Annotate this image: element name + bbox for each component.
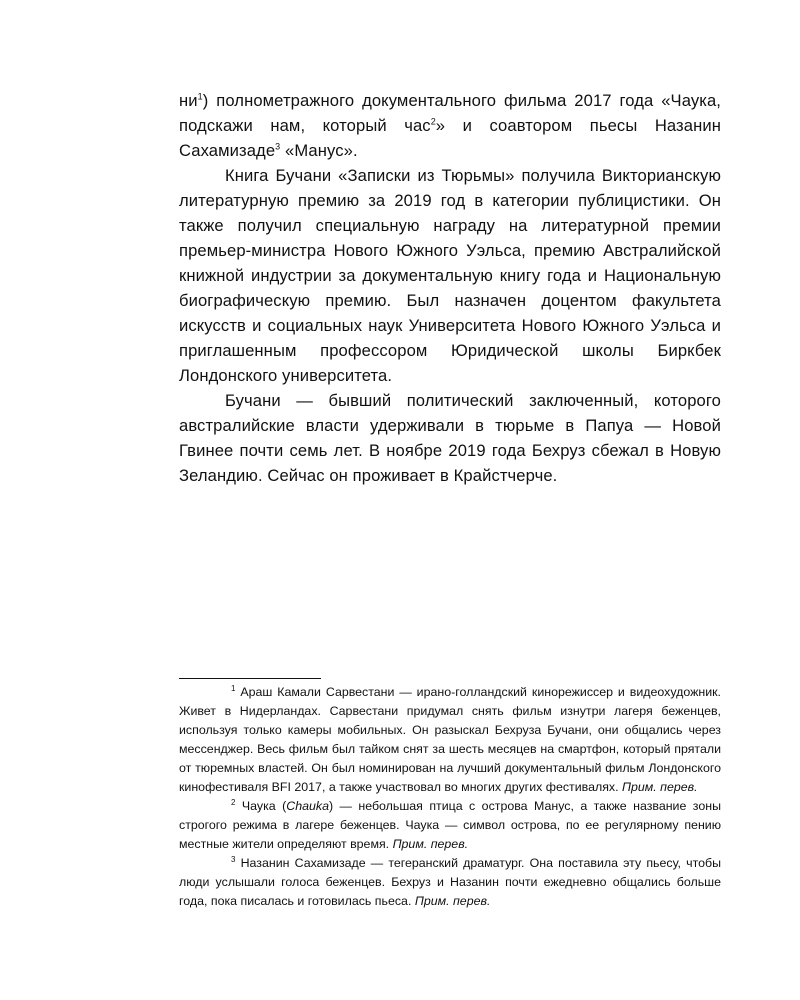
footnote <box>179 854 721 911</box>
text-run: » и соавтором пьесы Назанин Сахамизаде <box>179 116 721 160</box>
footnote-ref[interactable]: 1 <box>197 91 203 102</box>
footnote-mark: 1 <box>231 683 236 693</box>
translator-note: Прим. перев. <box>622 780 698 794</box>
text-run: ни <box>179 91 198 110</box>
footnote-divider <box>179 678 321 679</box>
translator-note: Прим. перев. <box>414 894 491 908</box>
translator-note: Прим. перев. <box>392 837 469 851</box>
footnotes <box>179 683 721 911</box>
footnote-italic: Chauka <box>286 799 329 813</box>
paragraph <box>179 88 721 163</box>
footnote-text: Араш Камали Сарвестани — ирано-голландский кинорежиссер и видеохудожник. Живет в Нидерландах. Сарвестани придумал снять фильм изнутри лагеря беженцев, используя только камеры мобильных. Он разыскал Бехруза Бучани, они общались через мессенджер. Весь фильм был тайком снят за шесть месяцев на смартфон, который прятали от тюремных властей. Он был номинирован на лучший документальный фильм Лондонского кинофестиваля BFI 2017, а также участвовал во многих других фестивалях. <box>179 685 721 794</box>
footnote-text: Чаука ( <box>235 799 287 813</box>
main-text <box>179 88 721 488</box>
footnote-mark: 2 <box>231 797 236 807</box>
text-run: ) полнометражного документального фильма 2017 года «Чаука, подскажи нам, который час <box>179 91 721 135</box>
footnote-mark: 3 <box>231 854 236 864</box>
paragraph: Книга Бучани «Записки из Тюрьмы» получила Викторианскую литературную премию за 2019 год в категории публицистики. Он также получил специальную награду на литературной премии премьер-министра Нового Южного Уэльса, премию Австралийской книжной индустрии за документальную книгу года и Национальную биографическую премию. Был назначен доцентом факультета искусств и социальных наук Университета Нового Южного Уэльса и приглашенным профессором Юридической школы Биркбек Лондонского университета. <box>179 166 721 385</box>
footnote-text: Назанин Сахамизаде — тегеранский драматург. Она поставила эту пьесу, чтобы люди услышали голоса беженцев. Бехруз и Назанин почти ежедневно общались больше года, пока писалась и готовилась пьеса. <box>179 856 721 908</box>
footnote <box>179 797 721 854</box>
text-run: «Манус». <box>280 141 358 160</box>
footnote-ref[interactable]: 2 <box>430 116 436 127</box>
footnote-text: ) — небольшая птица с острова Манус, а также название зоны строгого режима в лагере беженцев. Чаука — символ острова, по ее регулярному пению местные жители определяют время. <box>179 799 721 851</box>
paragraph: Бучани — бывший политический заключенный, которого австралийские власти удерживали в тюрьме в Папуа — Новой Гвинее почти семь лет. В ноябре 2019 года Бехруз сбежал в Новую Зеландию. Сейчас он проживает в Крайстчерче. <box>179 391 721 485</box>
footnote <box>179 683 721 797</box>
footnote-ref[interactable]: 3 <box>275 141 281 152</box>
